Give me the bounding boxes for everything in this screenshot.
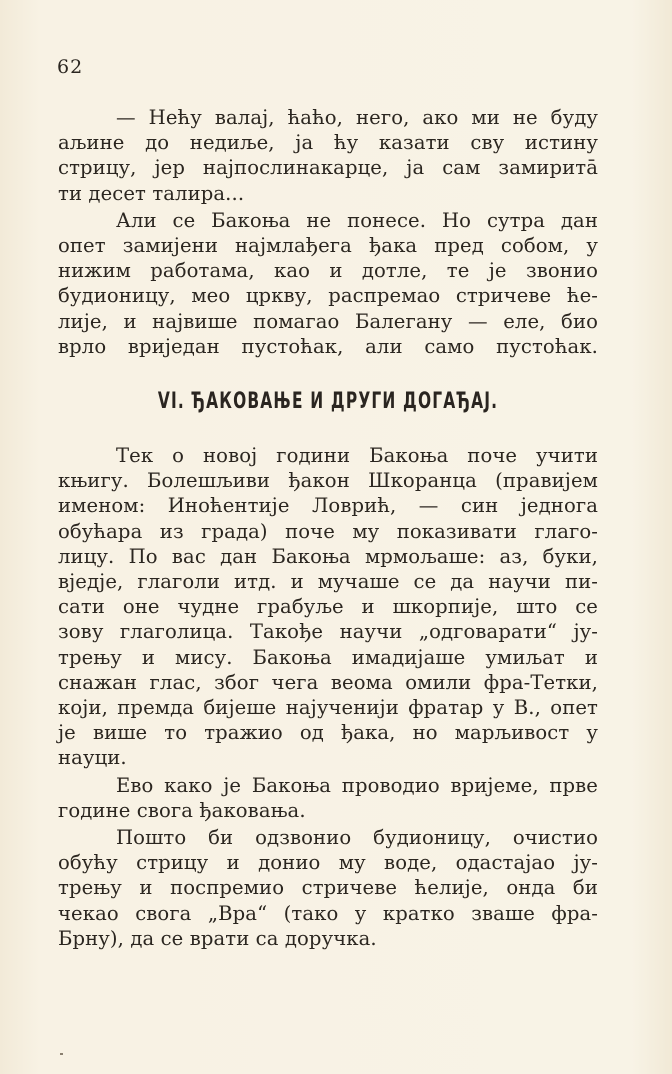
text-line: Пошто би одзвонио будионицу, очистио bbox=[116, 826, 598, 850]
text-line: зову глаголица. Такође научи „одговарати“ ју- bbox=[58, 620, 598, 644]
paragraph bbox=[58, 208, 598, 359]
text-line: аљине до недиље, ја ћу казати сву истину bbox=[58, 131, 598, 155]
text-line: науци. bbox=[58, 746, 127, 770]
paragraph bbox=[58, 443, 598, 771]
text-line: је више то тражио од ђака, но марљивост у bbox=[58, 721, 598, 745]
text-line: трењу и поспремио стричеве ћелије, онда би bbox=[58, 876, 598, 900]
text-line: Ево како је Бакоња проводио вријеме, прве bbox=[116, 773, 598, 797]
text-line: снажан глас, због чега веома омили фра-Тетки, bbox=[58, 670, 598, 694]
text-line: врло вриједан пустоћак, али само пустоћак. bbox=[58, 334, 598, 358]
text-line: Тек о новој години Бакоња поче учити bbox=[116, 444, 598, 468]
text-line: сати оне чудне грабуље и шкорпије, што се bbox=[58, 595, 598, 619]
text-line: Брну), да се врати са доручка. bbox=[58, 926, 377, 950]
page-number: 62 bbox=[57, 56, 84, 78]
text-line: лије, и највише помагао Балегану — еле, био bbox=[58, 309, 598, 333]
text-body bbox=[58, 105, 598, 951]
chapter-heading: VI. ЂАКОВАЊЕ И ДРУГИ ДОГАЂАЈ. bbox=[157, 389, 499, 415]
paragraph bbox=[58, 105, 598, 206]
paragraph bbox=[58, 773, 598, 823]
text-line: лицу. По вас дан Бакоња мрмољаше: аз, буки, bbox=[58, 544, 598, 568]
text-line: који, премда бијеше најученији фратар у В., опет bbox=[58, 696, 598, 720]
text-line: обућу стрицу и донио му воде, одастајао ју- bbox=[58, 851, 598, 875]
text-line: стрицу, јер најпослинакарце, ја сам замиритā bbox=[58, 156, 598, 180]
text-line: Али се Бакоња не понесе. Но сутра дан bbox=[116, 208, 598, 232]
text-line: трењу и мису. Бакоња имадијаше умиљат и bbox=[58, 645, 598, 669]
text-line: обућара из града) поче му показивати глаго- bbox=[58, 519, 598, 543]
text-line: — Нећу валај, ћаћо, него, ако ми не буду bbox=[116, 106, 598, 129]
text-line: ти десет талира... bbox=[58, 181, 245, 205]
text-line: именом: Иноћентије Ловрић, — син једнога bbox=[58, 494, 598, 518]
text-line: чекао свога „Вра“ (тако у кратко зваше фра- bbox=[58, 901, 598, 925]
text-line: нижим работама, као и дотле, те је звонио bbox=[58, 259, 598, 283]
text-line: књигу. Болешљиви ђакон Шкоранца (правијем bbox=[58, 469, 598, 493]
text-line: године свога ђаковања. bbox=[58, 798, 306, 822]
paragraph bbox=[58, 825, 598, 951]
text-line: будионицу, мео цркву, распремао стричеве ће- bbox=[58, 284, 598, 308]
text-line: опет замијени најмлађега ђака пред собом, у bbox=[58, 234, 598, 258]
text-line: вједје, глаголи итд. и мучаше се да научи пи- bbox=[58, 570, 598, 594]
print-speck bbox=[60, 1053, 63, 1055]
